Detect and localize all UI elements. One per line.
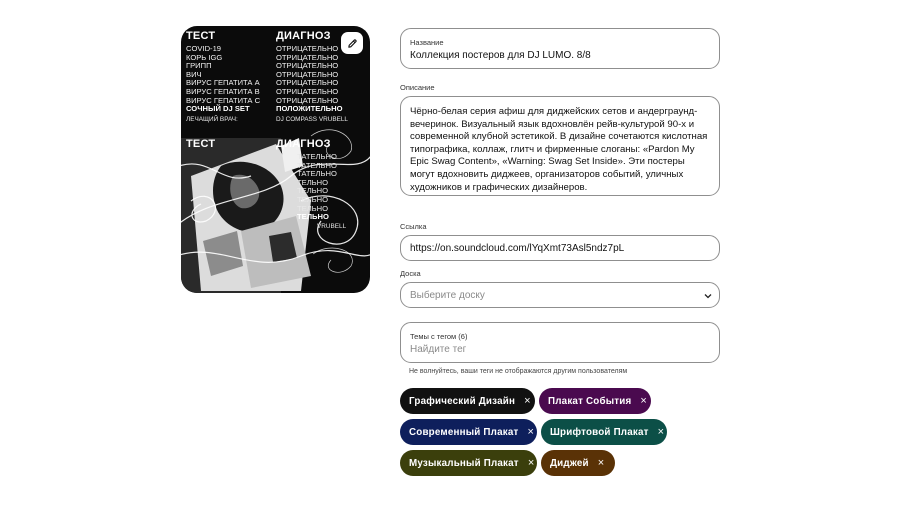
tag-chip [400, 388, 535, 414]
poster-results-column [276, 45, 343, 114]
chevron-down-icon [703, 291, 713, 301]
poster-diagnosis-heading: ДИАГНОЗ [276, 30, 331, 42]
poster-lower-result-item: ТАТЕЛЬНО [297, 169, 337, 179]
poster-result-item: ОТРИЦАТЕЛЬНО [276, 86, 339, 96]
tag-chip [400, 419, 537, 445]
poster-footer-left: ЛЕЧАЩИЙ ВРАЧ: [186, 116, 238, 123]
poster-test-item: ВИРУС ГЕПАТИТА С [186, 95, 261, 105]
poster-test-item: COVID-19 [186, 44, 222, 53]
poster-lower-result-item: ТЕЛЬНО [297, 212, 329, 222]
link-value[interactable]: https://on.soundcloud.com/lYqXmt73Asl5ndz7pL [410, 243, 625, 254]
poster-preview [181, 26, 370, 293]
tags-field[interactable] [400, 322, 720, 363]
board-label: Доска [400, 269, 421, 278]
poster-tests-column [186, 45, 260, 114]
close-icon[interactable]: × [527, 425, 535, 438]
poster-test-item: ГРИПП [186, 61, 212, 71]
poster-lower-result-item: ТЕЛЬНО [297, 177, 329, 187]
poster-result-item: ОТРИЦАТЕЛЬНО [276, 44, 339, 53]
pencil-icon [347, 38, 358, 49]
tag-chip [541, 450, 615, 476]
poster-lower-result-item: ТЕЛЬНО [297, 186, 329, 196]
poster-result-item: ОТРИЦАТЕЛЬНО [276, 61, 339, 71]
tag-label: Диджей [550, 457, 589, 469]
poster-footer-right: DJ COMPASS VRUBELL [276, 116, 348, 123]
board-placeholder: Выберите доску [410, 290, 485, 301]
tag-label: Шрифтовой Плакат [550, 426, 649, 438]
poster-test-item: ВИРУС ГЕПАТИТА В [186, 86, 260, 96]
close-icon[interactable]: × [597, 456, 605, 469]
close-icon[interactable]: × [524, 394, 531, 407]
poster-result-item: ПОЛОЖИТЕЛЬНО [276, 104, 343, 114]
poster-result-item: ОТРИЦАТЕЛЬНО [276, 95, 339, 105]
poster-lower-diagnosis-heading: ДИАГНОЗ [276, 138, 331, 150]
poster-test-item: СОЧНЫЙ DJ SET [186, 104, 250, 114]
poster-lower-result-item: ТАТЕЛЬНО [297, 160, 337, 170]
edit-poster-button[interactable] [341, 32, 363, 54]
poster-test-heading: ТЕСТ [186, 30, 216, 42]
tag-label: Современный Плакат [409, 426, 519, 438]
poster-test-item: ВИРУС ГЕПАТИТА А [186, 78, 260, 88]
description-field[interactable] [400, 96, 720, 196]
poster-lower-test-heading: ТЕСТ [186, 138, 216, 150]
poster-test-item: КОРЬ IGG [186, 52, 223, 62]
tag-chip [400, 450, 537, 476]
tags-label: Темы с тегом (6) [410, 332, 468, 341]
link-field[interactable] [400, 235, 720, 261]
link-label: Ссылка [400, 222, 427, 231]
title-field[interactable] [400, 28, 720, 69]
close-icon[interactable]: × [527, 456, 535, 469]
poster-result-item: ОТРИЦАТЕЛЬНО [276, 78, 339, 88]
poster-lower-footer: VRUBELL [317, 223, 347, 230]
tags-hint: Не волнуйтесь, ваши теги не отображаются другим пользователям [409, 368, 628, 375]
tag-label: Музыкальный Плакат [409, 457, 519, 469]
close-icon[interactable]: × [640, 394, 648, 407]
title-label: Название [410, 38, 444, 47]
tag-chip [539, 388, 651, 414]
poster-lower-result-item: ТЕЛЬНО [297, 194, 329, 204]
close-icon[interactable]: × [657, 425, 665, 438]
tag-label: Графический Дизайн [409, 395, 516, 407]
description-value[interactable]: Чёрно-белая серия афиш для диджейских сетов и андерграунд-вечеринок. Визуальный язык вдохновлён рейв-культурой 90-х и современной клубной эстетикой. В дизайне сочетаются кислотная типографика, коллаж, глитч и фирменные слоганы: «Pardon My Epic Swag Content», «Warning: Swag Set Inside». Эти постеры могут вдохновить диджеев, организаторов событий, уличных художников и графических дизайнеров. [410, 106, 708, 193]
description-label: Описание [400, 83, 435, 92]
tag-label: Плакат События [548, 395, 632, 407]
poster-result-item: ОТРИЦАТЕЛЬНО [276, 52, 339, 62]
tag-chip [541, 419, 667, 445]
poster-result-item: ОТРИЦАТЕЛЬНО [276, 69, 339, 79]
tags-search-input[interactable]: Найдите тег [410, 344, 467, 355]
poster-lower-result-item: ТАТЕЛЬНО [297, 152, 337, 161]
poster-test-item: ВИЧ [186, 69, 202, 79]
poster-lower-results-column [297, 153, 337, 222]
poster-lower-result-item: ТЕЛЬНО [297, 203, 329, 213]
title-value[interactable]: Коллекция постеров для DJ LUMO. 8/8 [410, 50, 591, 61]
board-select[interactable] [400, 282, 720, 308]
